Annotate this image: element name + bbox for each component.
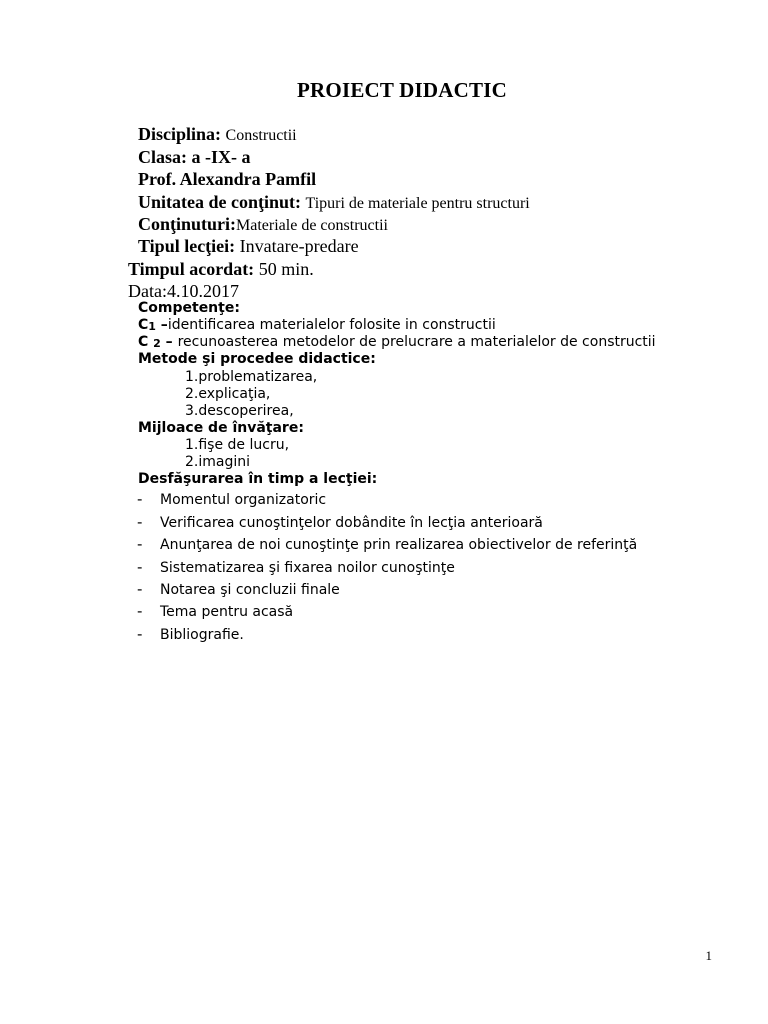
list-item [0,580,768,602]
list-item-text: Verificarea cunoştinţelor dobândite în lecţia anterioară [160,515,543,531]
dash-bullet: - [137,490,143,508]
list-item [0,602,768,624]
list-item-text: Anunţarea de noi cunoştinţe prin realizarea obiectivelor de referinţă [160,537,638,553]
tipul-value: Invatare-predare [239,236,359,256]
data-text: Data:4.10.2017 [128,281,239,301]
competenta-subscript: 2 [153,337,161,350]
continuturi-value: Materiale de constructii [236,217,388,234]
competente-heading: Competenţe: [138,300,240,316]
timpul-label: Timpul acordat: [128,259,255,279]
dash-bullet: - [137,535,143,553]
dash-bullet: - [137,602,143,620]
metode-heading: Metode şi procedee didactice: [138,351,376,367]
competenta-subscript: 1 [148,320,156,333]
unitatea-value: Tipuri de materiale pentru structuri [305,195,530,212]
competenta-item-1 [138,317,496,335]
list-item [0,535,768,557]
unitatea-label: Unitatea de conţinut: [138,192,301,212]
list-item-text: Bibliografie. [160,627,244,643]
disciplina-row [138,123,297,147]
list-item [0,513,768,535]
document-title: PROIECT DIDACTIC [297,78,507,102]
unitatea-row [138,191,530,215]
metode-item: 1.problematizarea, [185,369,318,385]
timpul-row [128,258,314,280]
clasa-row [138,146,251,168]
page-number: 1 [705,948,712,963]
competenta-text: recunoasterea metodelor de prelucrare a materialelor de constructii [177,334,656,350]
competenta-separator: – [155,317,168,333]
list-item [0,625,768,647]
mijloace-item: 1.fişe de lucru, [185,437,290,453]
disciplina-label: Disciplina: [138,124,222,144]
list-item [0,490,768,512]
mijloace-heading: Mijloace de învăţare: [138,420,304,436]
prof-row [138,168,316,190]
clasa-label: Clasa: a -IX- a [138,147,251,167]
data-row [128,280,239,302]
desfasurare-heading: Desfăşurarea în timp a lecţiei: [138,471,378,487]
competenta-code: C [138,334,154,350]
list-item-text: Tema pentru acasă [160,604,294,620]
disciplina-value: Constructii [225,127,297,144]
dash-bullet: - [137,580,143,598]
tipul-row [138,235,359,257]
prof-label: Prof. Alexandra Pamfil [138,169,317,189]
dash-bullet: - [137,625,143,643]
competenta-code: C [138,317,149,333]
competenta-item-2 [138,334,656,352]
mijloace-item: 2.imagini [185,454,251,470]
metode-item: 2.explicaţia, [185,386,271,402]
continuturi-label: Conţinuturi: [138,214,237,234]
metode-item: 3.descoperirea, [185,403,294,419]
dash-bullet: - [137,558,143,576]
competenta-text: identificarea materialelor folosite in constructii [167,317,496,333]
competenta-separator: – [160,334,178,350]
list-item-text: Sistematizarea şi fixarea noilor cunoştinţe [160,560,455,576]
tipul-label: Tipul lecţiei: [138,236,236,256]
timpul-value: 50 min. [258,259,314,279]
list-item-text: Momentul organizatoric [160,492,327,508]
list-item [0,558,768,580]
dash-bullet: - [137,513,143,531]
continuturi-row [138,213,388,237]
list-item-text: Notarea şi concluzii finale [160,582,340,598]
